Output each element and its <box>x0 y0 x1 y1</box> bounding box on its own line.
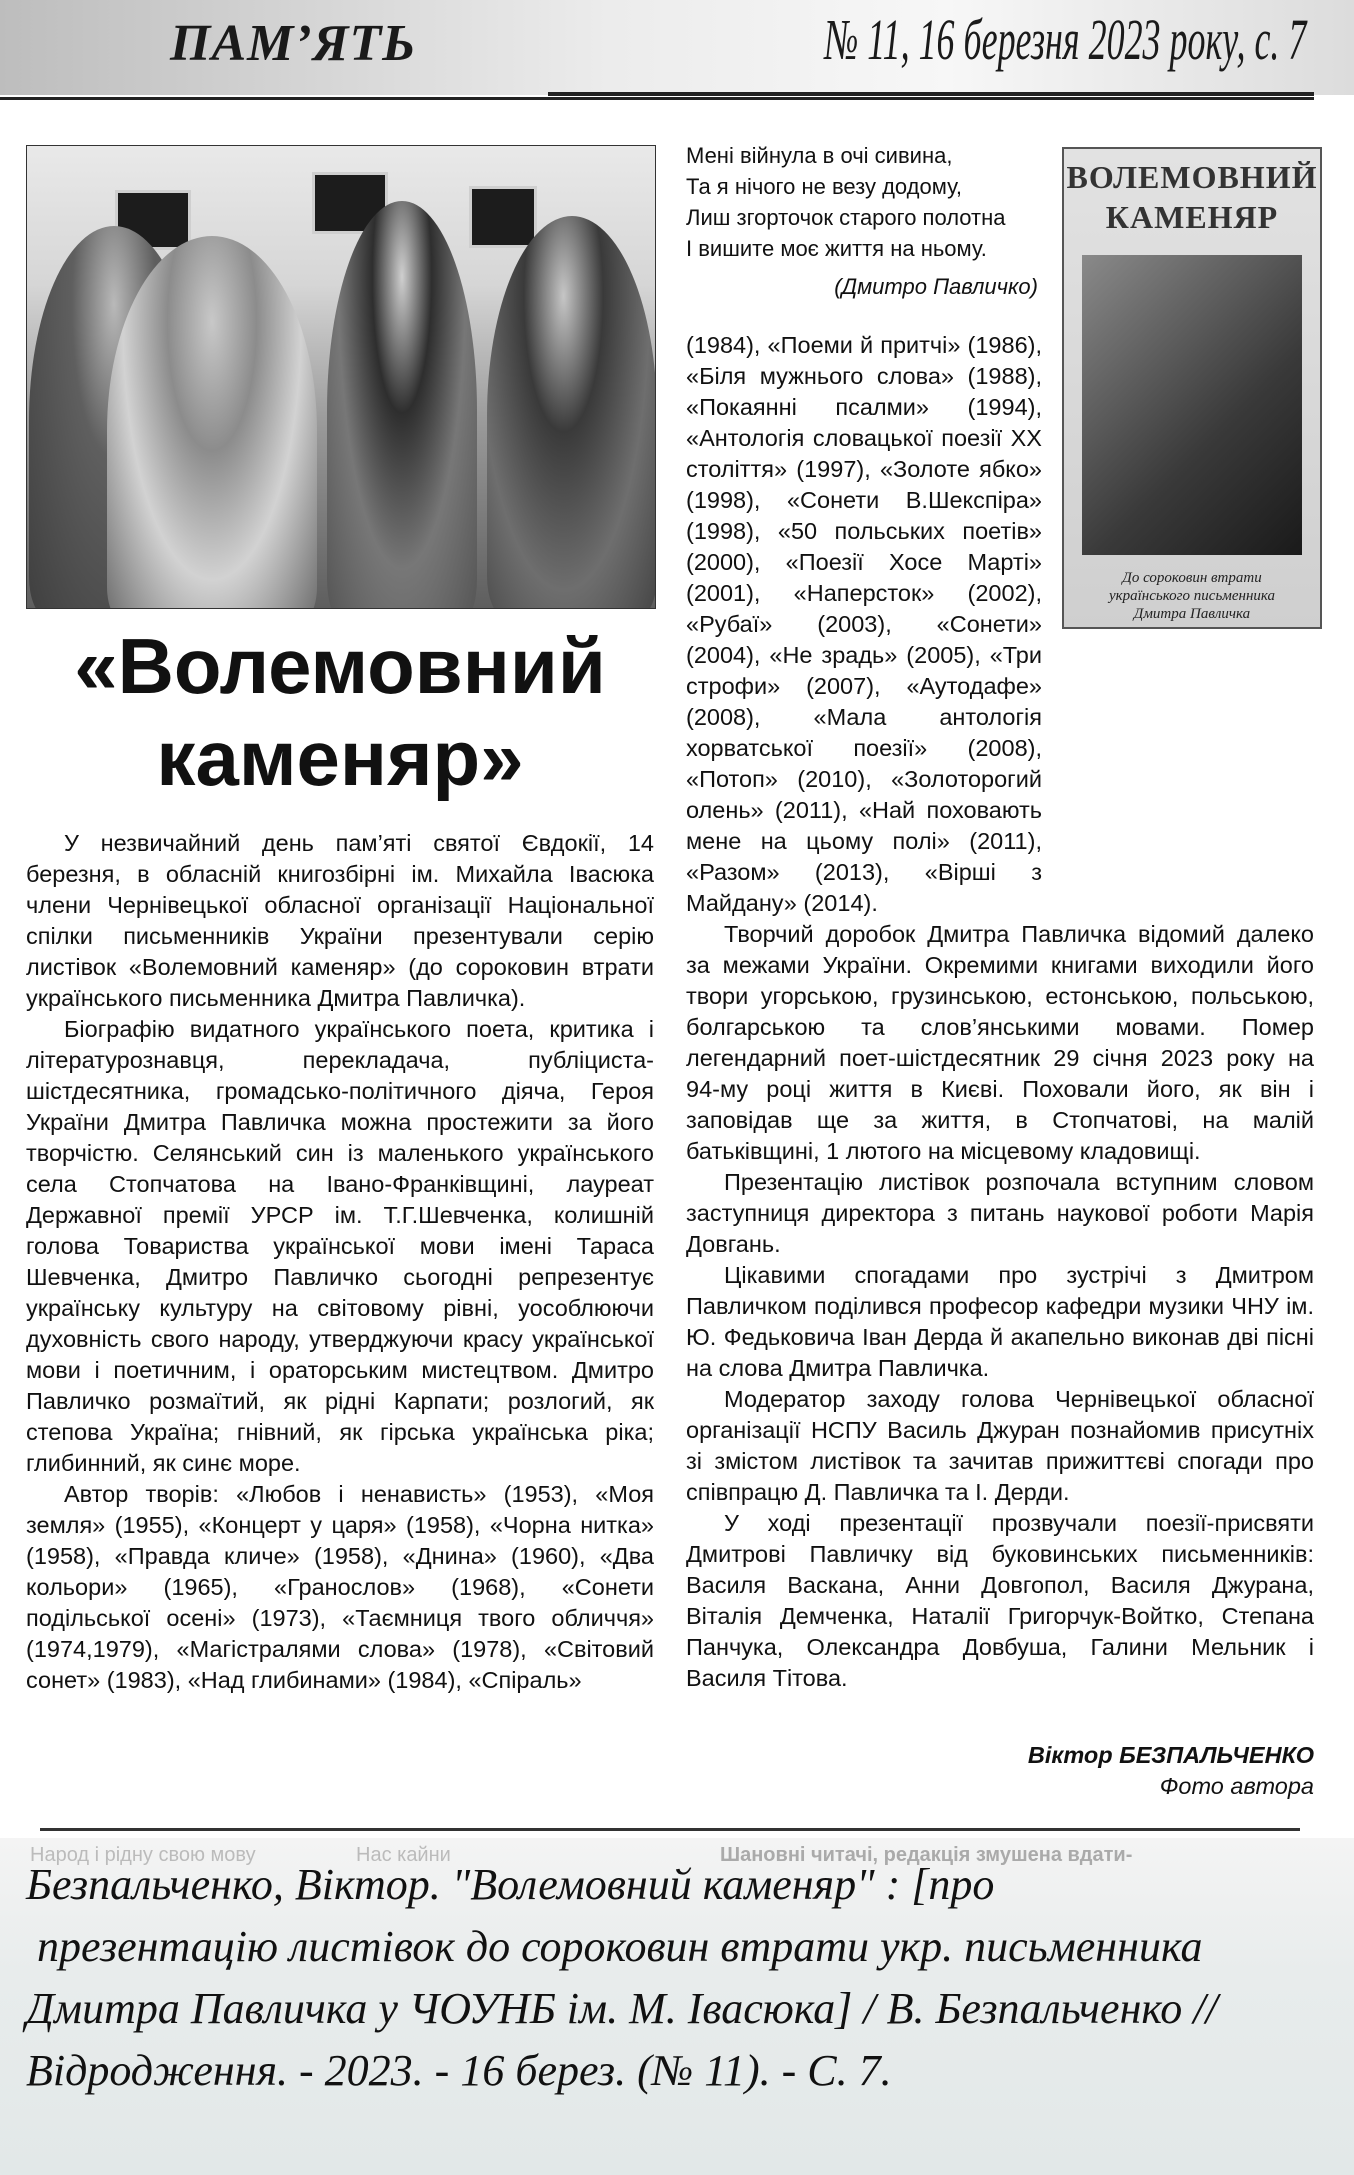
article-paragraph: У ході презентації прозвучали поезії-присвяти Дмитрові Павличку від буковинських письменників: Василя Васкана, Анни Довгопол, Василя Джурана, Віталія Демченка, Наталії Григорчук-Войтко, Степана Панчука, Олександра Довбуша, Галини Мельник і Василя Тітова. <box>686 1510 1314 1691</box>
poem-author: (Дмитро Павличко) <box>834 274 1038 299</box>
photo-person <box>107 236 317 609</box>
citation-panel <box>0 1838 1354 2175</box>
article-paragraph: Модератор заходу голова Чернівецької обласної організації НСПУ Василь Джуран познайомив присутніх зі змістом листівок та зачитав прижиттєві спогади про співпрацю Д. Павличка та І. Дерди. <box>686 1386 1314 1505</box>
poem-line: І вишите моє життя на ньому. <box>686 236 987 261</box>
citation-text <box>26 1854 1336 2102</box>
faded-text: Народ і рідну свою мову <box>30 1844 256 1866</box>
photo-credit: Фото автора <box>1159 1773 1314 1799</box>
article-paragraph: У незвичайний день пам’яті святої Євдокії, 14 березня, в обласній книгозбірні ім. Михайла Івасюка члени Чернівецької обласної організації Національної спілки письменників України презентували серію листівок «Волемовний каменяр» (до сороковин втрати українського письменника Дмитра Павличка). <box>26 830 654 1011</box>
cover-title <box>1064 157 1320 237</box>
cover-caption-line: До сороковин втрати <box>1122 570 1262 586</box>
article-signature <box>1028 1740 1314 1802</box>
photo-monitor <box>469 186 537 248</box>
faded-text: Нас кайни <box>356 1844 451 1866</box>
citation-line: Безпальченко, Віктор. "Волемовний каменяр" : [про <box>26 1860 995 1909</box>
article-paragraph: Творчий доробок Дмитра Павличка відомий далеко за межами України. Окремими книгами виходили його твори угорською, грузинською, естонською, польською, болгарською та слов’янськими мовами. Помер легендарний поет-шістдесятник 29 січня 2023 року на 94-му році життя в Києві. Поховали його, як він і заповідав ще за життя, в Стопчатові, на малій батьківщині, 1 лютого на місцевому кладовищі. <box>686 921 1314 1164</box>
issue-info: № 11, 16 березня 2023 року, с. 7 <box>824 7 1306 72</box>
header-rule <box>0 97 1314 100</box>
article-paragraph: Автор творів: «Любов і ненависть» (1953), «Моя земля» (1955), «Концерт у царя» (1958), «Чорна нитка» (1958), «Правда кличе» (1958), «Днина» (1960), «Два кольори» (1965), «Гранослов» (1968), «Сонети подільської осені» (1973), «Таємниця твого обличчя» (1974,1979), «Магістралями слова» (1978), «Світовий сонет» (1983), «Над глибинами» (1984), «Спіраль» <box>26 1481 654 1693</box>
header-rule-upper <box>548 92 1314 96</box>
article-title <box>26 620 654 804</box>
photo-person <box>487 216 656 609</box>
poem-line: Лиш згорточок старого полотна <box>686 205 1006 230</box>
cover-caption-line: Дмитра Павличка <box>1133 606 1251 622</box>
citation-line: презентацію листівок до сороковин втрати укр. письменника <box>26 1922 1203 1971</box>
article-column-left <box>26 828 654 1696</box>
citation-line: Дмитра Павличка у ЧОУНБ ім. М. Івасюка] / В. Безпальченко // <box>26 1984 1218 2033</box>
article-title-line: каменяр» <box>156 714 524 802</box>
cover-title-line: ВОЛЕМОВНИЙ <box>1066 159 1318 195</box>
cover-title-line: КАМЕНЯР <box>1105 199 1279 235</box>
section-title: ПАМ’ЯТЬ <box>170 15 417 72</box>
photo-person <box>327 201 477 609</box>
poem-line: Мені війнула в очі сивина, <box>686 143 953 168</box>
author-name: Віктор БЕЗПАЛЬЧЕНКО <box>1027 1742 1314 1768</box>
poem-epigraph <box>686 140 1038 302</box>
article-paragraph: Цікавими спогадами про зустрічі з Дмитром Павличком поділився професор кафедри музики ЧНУ ім. Ю. Федьковича Іван Дерда й акапельно виконав дві пісні на слова Дмитра Павличка. <box>686 1262 1314 1381</box>
article-paragraph: Презентацію листівок розпочала вступним словом заступниця директора з питань наукової роботи Марія Довгань. <box>686 1169 1314 1257</box>
citation-line: Відродження. - 2023. - 16 берез. (№ 11). - С. 7. <box>26 2046 892 2095</box>
faded-text: Шановні читачі, редакція змушена вдати- <box>720 1844 1133 1866</box>
event-photo <box>26 145 656 609</box>
bottom-rule <box>40 1828 1300 1831</box>
article-column-right <box>686 330 1314 1694</box>
article-title-line: «Волемовний <box>74 622 606 710</box>
article-paragraph: Біографію видатного українського поета, критика і літературознавця, перекладача, публіциста-шістдесятника, громадсько-політичного діяча, Героя України Дмитра Павличка можна простежити за його творчістю. Селянський син із маленького українського села Стопчатова на Івано-Франківщині, лауреат Державної премії УРСР ім. Т.Г.Шевченка, колишній голова Товариства української мови імені Тараса Шевченка, Дмитро Павличко сьогодні репрезентує українську культуру на світовому рівні, уособлюючи духовність свого народу, утверджуючи красу української мови і поетичним, і ораторським мистецтвом. Дмитро Павличко розмаїтий, як рідні Карпати; розлогий, як степова Україна; гнівний, як гірська українська ріка; глибинний, як синє море. <box>26 1016 654 1476</box>
poem-line: Та я нічого не везу додому, <box>686 174 963 199</box>
cover-caption-line: українського письменника <box>1108 588 1276 604</box>
article-paragraph: (1984), «Поеми й притчі» (1986), «Біля мужнього слова» (1988), «Покаянні псалми» (1994), «Антологія словацької поезії ХХ століття» (1997), «Золоте ябко» (1998), «Сонети В.Шекспіра» (1998), «50 польських поетів» (2000), «Поезії Хосе Марті» (2001), «Наперсток» (2002), «Рубаї» (2003), «Сонети» (2004), «Не зрадь» (2005), «Три строфи» (2007), «Аутодафе» (2008), «Мала антологія хорватської поезії» (2008), «Потоп» (2010), «Золоторогий олень» (2011), «Най поховають мене на цьому полі» (2011), «Разом» (2013), «Вірші з Майдану» (2014). <box>686 332 1042 916</box>
